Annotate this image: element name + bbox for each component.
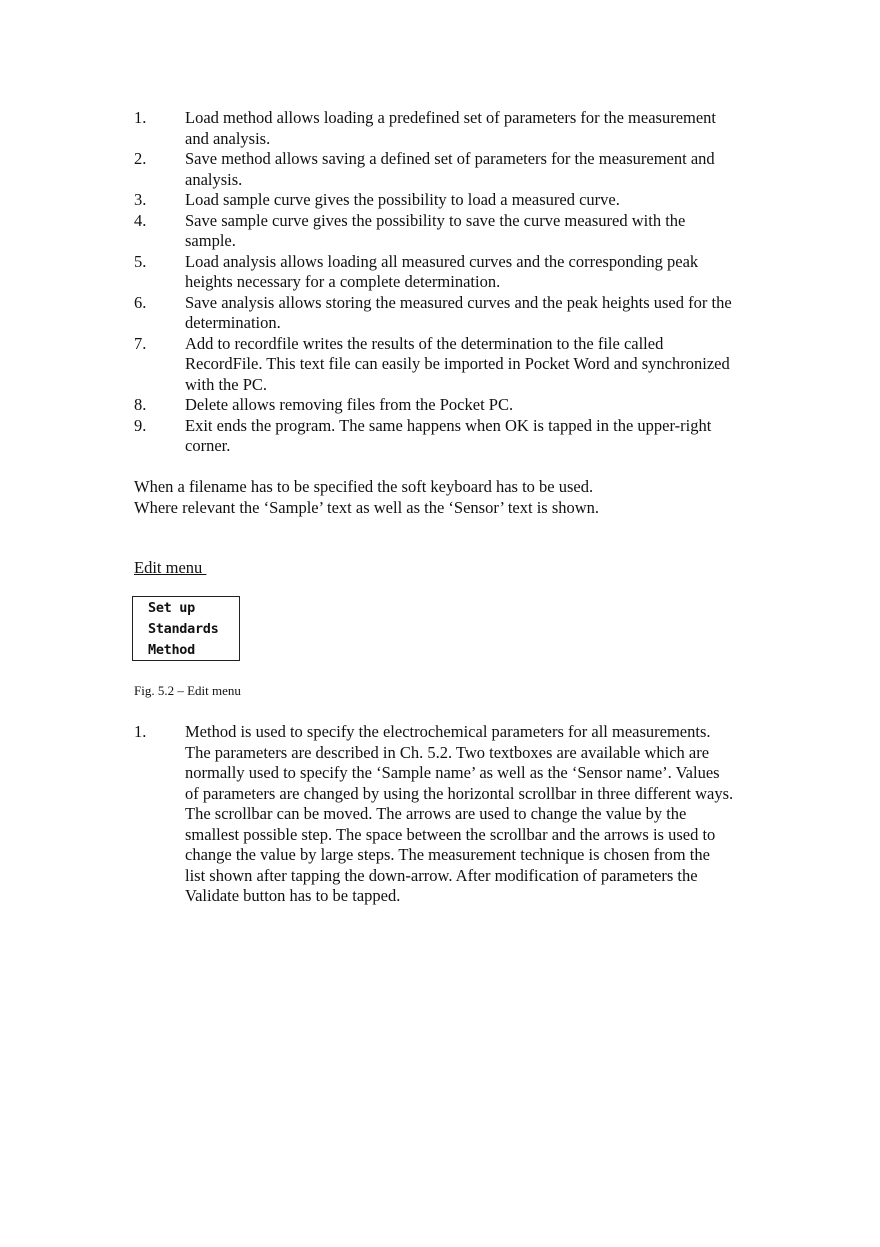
list-item-number: 6. (134, 292, 147, 312)
filename-paragraph (134, 477, 734, 518)
list-item-number: 3. (134, 190, 147, 209)
list-item-number: 4. (134, 210, 147, 230)
list-item-number: 7. (134, 333, 147, 353)
figure-caption: Fig. 5.2 – Edit menu (134, 683, 241, 698)
menu-item-method[interactable]: Method (148, 642, 195, 658)
list-item-number: 1. (134, 108, 147, 127)
list-item (134, 722, 734, 907)
list-item-text: Method is used to specify the electrochemical parameters for all measurements. The parameters are described in Ch. 5.2. Two textboxes are available which are normally used to specify the ‘Sample name’ as well as the ‘Sensor name’. Values of parameters are changed by using the horizontal scrollbar in three different ways. The scrollbar can be moved. The arrows are used to change the value by the smallest possible step. The space between the scrollbar and the arrows is used to change the value by large steps. The measurement technique is chosen from the list shown after tapping the down-arrow. After modification of parameters the Validate button has to be tapped. (185, 722, 734, 905)
list-item (134, 149, 734, 190)
list-item (134, 108, 734, 149)
list-item-number: 1. (134, 722, 147, 741)
list-item (134, 334, 734, 396)
edit-menu-figure (132, 596, 240, 661)
list-item (134, 395, 734, 416)
paragraph-line: When a filename has to be specified the soft keyboard has to be used. (134, 477, 594, 496)
menu-item-set-up[interactable]: Set up (148, 600, 195, 616)
list-item-number: 5. (134, 251, 147, 271)
list-item (134, 293, 734, 334)
list-item-text: Load method allows loading a predefined set of parameters for the measurement and analysis. (185, 108, 717, 148)
edit-menu-list (134, 722, 734, 907)
file-menu-list (134, 108, 734, 457)
paragraph-line: Where relevant the ‘Sample’ text as well as the ‘Sensor’ text is shown. (134, 497, 600, 517)
list-item-text: Delete allows removing files from the Pocket PC. (185, 395, 514, 414)
list-item-text: Add to recordfile writes the results of the determination to the file called RecordFile. This text file can easily be imported in Pocket Word and synchronized with the PC. (185, 333, 730, 394)
menu-item-standards[interactable]: Standards (148, 621, 219, 637)
list-item-number: 8. (134, 395, 147, 414)
list-item (134, 416, 734, 457)
list-item-text: Save analysis allows storing the measured curves and the peak heights used for the determination. (185, 292, 732, 332)
list-item-number: 2. (134, 149, 147, 168)
list-item (134, 190, 734, 211)
list-item-number: 9. (134, 415, 147, 435)
list-item-text: Load analysis allows loading all measured curves and the corresponding peak heights necessary for a complete determination. (185, 251, 699, 291)
list-item-text: Load sample curve gives the possibility to load a measured curve. (185, 190, 620, 209)
list-item-text: Save sample curve gives the possibility to save the curve measured with the sample. (185, 210, 686, 250)
list-item (134, 211, 734, 252)
list-item-text: Save method allows saving a defined set of parameters for the measurement and analysis. (185, 149, 715, 189)
edit-menu-heading: Edit menu (134, 558, 207, 577)
list-item-text: Exit ends the program. The same happens when OK is tapped in the upper-right corner. (185, 415, 712, 455)
list-item (134, 252, 734, 293)
